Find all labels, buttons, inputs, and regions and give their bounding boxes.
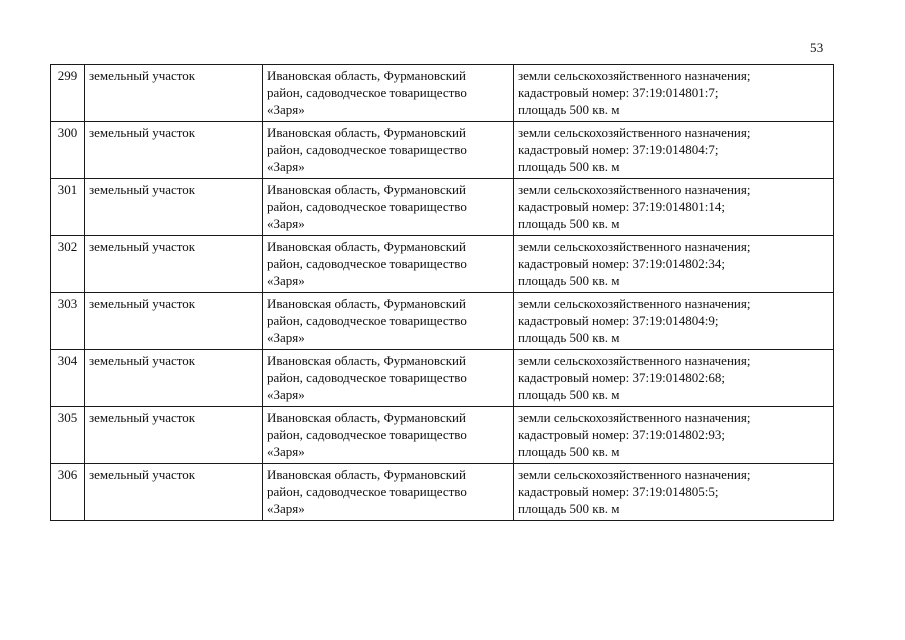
address-line: район, садоводческое товарищество [267,256,467,271]
table-row [51,122,834,179]
object-type-cell: земельный участок [85,179,263,236]
row-number-cell: 303 [51,293,85,350]
description-cell [514,236,834,293]
object-type-cell: земельный участок [85,293,263,350]
address-line: район, садоводческое товарищество [267,85,467,100]
description-line: земли сельскохозяйственного назначения; [518,68,751,83]
address-line: «Заря» [267,216,305,231]
address-line: «Заря» [267,444,305,459]
address-line: район, садоводческое товарищество [267,313,467,328]
address-cell [263,293,514,350]
address-line: район, садоводческое товарищество [267,484,467,499]
address-cell [263,236,514,293]
address-line: «Заря» [267,159,305,174]
description-line: площадь 500 кв. м [518,102,620,117]
description-line: земли сельскохозяйственного назначения; [518,125,751,140]
description-cell [514,350,834,407]
description-line: кадастровый номер: 37:19:014805:5; [518,484,719,499]
row-number-cell: 305 [51,407,85,464]
description-cell [514,65,834,122]
address-cell [263,65,514,122]
address-line: «Заря» [267,501,305,516]
address-line: район, садоводческое товарищество [267,370,467,385]
address-cell [263,179,514,236]
address-line: район, садоводческое товарищество [267,427,467,442]
address-line: «Заря» [267,387,305,402]
row-number-cell: 302 [51,236,85,293]
address-line: Ивановская область, Фурмановский [267,353,466,368]
registry-table-body [51,65,834,521]
description-line: земли сельскохозяйственного назначения; [518,296,751,311]
description-line: кадастровый номер: 37:19:014802:68; [518,370,725,385]
row-number-cell: 299 [51,65,85,122]
address-cell [263,350,514,407]
address-line: район, садоводческое товарищество [267,199,467,214]
description-line: кадастровый номер: 37:19:014804:9; [518,313,719,328]
address-line: Ивановская область, Фурмановский [267,296,466,311]
description-cell [514,122,834,179]
address-line: «Заря» [267,102,305,117]
row-number-cell: 301 [51,179,85,236]
address-line: Ивановская область, Фурмановский [267,239,466,254]
description-line: площадь 500 кв. м [518,330,620,345]
description-cell [514,293,834,350]
row-number-cell: 300 [51,122,85,179]
table-row [51,464,834,521]
table-row [51,350,834,407]
property-registry-table [50,64,834,521]
address-line: Ивановская область, Фурмановский [267,68,466,83]
table-row [51,65,834,122]
description-cell [514,464,834,521]
description-cell [514,179,834,236]
address-line: район, садоводческое товарищество [267,142,467,157]
description-line: площадь 500 кв. м [518,444,620,459]
description-line: земли сельскохозяйственного назначения; [518,239,751,254]
object-type-cell: земельный участок [85,350,263,407]
address-cell [263,464,514,521]
object-type-cell: земельный участок [85,236,263,293]
description-line: площадь 500 кв. м [518,216,620,231]
description-line: площадь 500 кв. м [518,159,620,174]
address-line: Ивановская область, Фурмановский [267,467,466,482]
address-line: Ивановская область, Фурмановский [267,410,466,425]
table-row [51,293,834,350]
address-cell [263,122,514,179]
object-type-cell: земельный участок [85,407,263,464]
page-number: 53 [810,40,824,55]
description-line: кадастровый номер: 37:19:014801:7; [518,85,719,100]
description-line: кадастровый номер: 37:19:014802:93; [518,427,725,442]
object-type-cell: земельный участок [85,464,263,521]
description-line: кадастровый номер: 37:19:014801:14; [518,199,725,214]
description-line: земли сельскохозяйственного назначения; [518,410,751,425]
address-line: Ивановская область, Фурмановский [267,125,466,140]
address-line: Ивановская область, Фурмановский [267,182,466,197]
object-type-cell: земельный участок [85,122,263,179]
description-line: площадь 500 кв. м [518,387,620,402]
address-cell [263,407,514,464]
description-line: кадастровый номер: 37:19:014804:7; [518,142,719,157]
description-line: площадь 500 кв. м [518,501,620,516]
description-line: кадастровый номер: 37:19:014802:34; [518,256,725,271]
description-cell [514,407,834,464]
row-number-cell: 306 [51,464,85,521]
table-row [51,179,834,236]
table-row [51,407,834,464]
description-line: земли сельскохозяйственного назначения; [518,467,751,482]
description-line: земли сельскохозяйственного назначения; [518,353,751,368]
description-line: площадь 500 кв. м [518,273,620,288]
description-line: земли сельскохозяйственного назначения; [518,182,751,197]
row-number-cell: 304 [51,350,85,407]
address-line: «Заря» [267,330,305,345]
table-row [51,236,834,293]
object-type-cell: земельный участок [85,65,263,122]
address-line: «Заря» [267,273,305,288]
